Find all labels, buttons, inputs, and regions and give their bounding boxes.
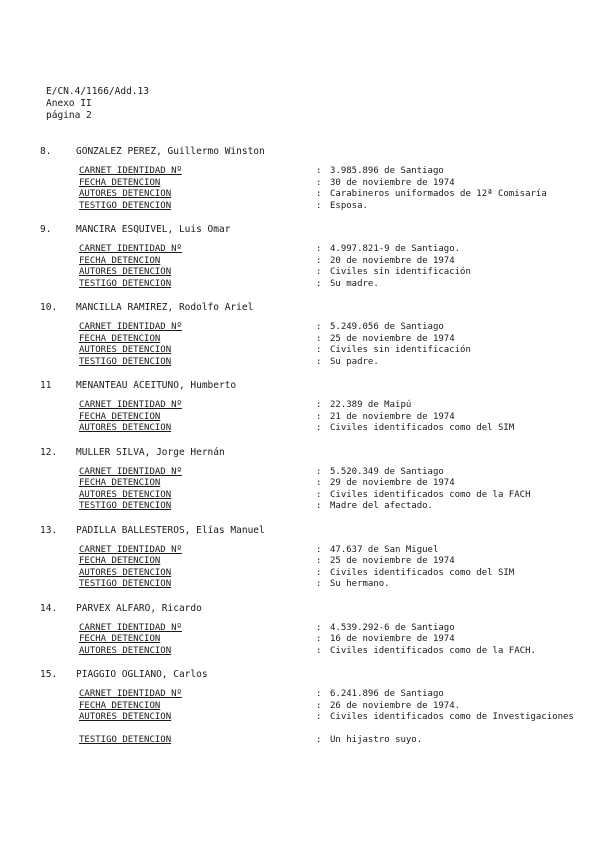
detail-colon: : xyxy=(316,244,322,254)
entry-title xyxy=(0,603,595,615)
detail-row xyxy=(0,267,595,279)
detail-colon: : xyxy=(316,489,322,500)
detail-value: 21 de noviembre de 1974 xyxy=(330,411,455,422)
detail-label: CARNET IDENTIDAD Nº xyxy=(79,400,182,410)
detail-row xyxy=(0,178,595,190)
detail-colon: : xyxy=(316,166,322,176)
detail-value: 4.539.292-6 de Santiago xyxy=(330,622,455,633)
detainee-name: PADILLA BALLESTEROS, Elías Manuel xyxy=(76,524,265,536)
detail-row xyxy=(0,256,595,268)
detainee-name: MANCILLA RAMIREZ, Rodolfo Ariel xyxy=(76,302,254,313)
detail-colon: : xyxy=(316,689,322,699)
detail-row xyxy=(0,345,595,357)
detail-row xyxy=(0,556,595,568)
detainee-entry xyxy=(0,447,595,513)
detail-colon: : xyxy=(316,556,322,566)
detail-value: Civiles identificados como del SIM xyxy=(330,567,515,578)
detail-row xyxy=(0,701,595,713)
detainee-entry xyxy=(0,669,595,747)
entry-number: 12. xyxy=(40,446,58,458)
detail-value: 30 de noviembre de 1974 xyxy=(330,177,455,188)
entry-number: 10. xyxy=(40,302,58,313)
detail-value: Su padre. xyxy=(330,356,379,367)
detail-colon: : xyxy=(316,255,322,266)
detail-label: FECHA DETENCION xyxy=(79,478,161,488)
detail-label: FECHA DETENCION xyxy=(79,411,161,422)
detail-label: TESTIGO DETENCION xyxy=(79,356,172,367)
detail-value: 16 de noviembre de 1974 xyxy=(330,634,455,644)
detail-colon: : xyxy=(316,712,322,722)
detail-row xyxy=(0,501,595,513)
detainee-name: MULLER SILVA, Jorge Hernán xyxy=(76,446,225,458)
detail-row xyxy=(0,623,595,635)
detail-label: AUTORES DETENCION xyxy=(79,423,172,433)
detail-value: Civiles identificados como de la FACH xyxy=(330,489,531,500)
entry-number: 9. xyxy=(40,224,52,235)
detail-label: TESTIGO DETENCION xyxy=(79,579,172,589)
detail-colon: : xyxy=(316,345,322,355)
detail-value: 47.637 de San Miguel xyxy=(330,544,439,555)
entry-title xyxy=(0,146,595,158)
entry-title xyxy=(0,447,595,459)
detail-colon: : xyxy=(316,333,322,344)
detail-value: 4.997.821-9 de Santiago. xyxy=(330,244,461,254)
detail-label: TESTIGO DETENCION xyxy=(79,278,172,289)
entries-list xyxy=(0,146,595,759)
detail-colon: : xyxy=(316,466,322,477)
detainee-name: PIAGGIO OGLIANO, Carlos xyxy=(76,669,208,680)
detail-colon: : xyxy=(316,567,322,578)
detail-label: CARNET IDENTIDAD Nº xyxy=(79,622,182,633)
detail-value: Su hermano. xyxy=(330,579,390,589)
detail-value: 5.249.056 de Santiago xyxy=(330,322,444,332)
detainee-name: MENANTEAU ACEITUNO, Humberto xyxy=(76,380,237,391)
detail-colon: : xyxy=(316,735,322,745)
detail-label: FECHA DETENCION xyxy=(79,556,161,566)
detainee-entry xyxy=(0,525,595,591)
detail-value: 20 de noviembre de 1974 xyxy=(330,255,455,266)
detail-row xyxy=(0,166,595,178)
detainee-entry xyxy=(0,380,595,435)
detail-label: FECHA DETENCION xyxy=(79,333,161,344)
detail-colon: : xyxy=(316,278,322,289)
detail-value: 6.241.896 de Santiago xyxy=(330,689,444,699)
detail-value: Civiles sin identificación xyxy=(330,345,471,355)
detail-value: Civiles identificados como de la FACH. xyxy=(330,645,536,656)
detail-row xyxy=(0,646,595,658)
detainee-entry xyxy=(0,224,595,290)
entry-title xyxy=(0,302,595,314)
detail-colon: : xyxy=(316,622,322,633)
detail-value: Civiles sin identificación xyxy=(330,267,471,277)
detail-value: 5.520.349 de Santiago xyxy=(330,466,444,477)
detail-value: Civiles identificados como de Investigaciones xyxy=(330,712,574,722)
detail-label: AUTORES DETENCION xyxy=(79,267,172,277)
detail-colon: : xyxy=(316,411,322,422)
detail-label: TESTIGO DETENCION xyxy=(79,501,172,511)
detail-row xyxy=(0,201,595,213)
detail-colon: : xyxy=(316,267,322,277)
detail-label: CARNET IDENTIDAD Nº xyxy=(79,166,182,176)
detail-label: AUTORES DETENCION xyxy=(79,489,172,500)
detail-row xyxy=(0,712,595,735)
detail-label: TESTIGO DETENCION xyxy=(79,735,172,745)
entry-number: 11 xyxy=(40,380,52,391)
entry-number: 13. xyxy=(40,524,58,536)
detail-colon: : xyxy=(316,189,322,199)
annex-label: Anexo II xyxy=(46,98,92,109)
detail-row xyxy=(0,568,595,580)
detail-label: AUTORES DETENCION xyxy=(79,345,172,355)
detail-row xyxy=(0,322,595,334)
detainee-entry xyxy=(0,302,595,368)
detail-label: CARNET IDENTIDAD Nº xyxy=(79,544,182,555)
detail-row xyxy=(0,357,595,369)
detail-colon: : xyxy=(316,501,322,511)
page-label: página 2 xyxy=(46,110,92,121)
detail-row xyxy=(0,400,595,412)
detail-value: 22.389 de Maipú xyxy=(330,400,412,410)
entry-title xyxy=(0,380,595,392)
detail-label: FECHA DETENCION xyxy=(79,634,161,644)
detail-value: 29 de noviembre de 1974 xyxy=(330,478,455,488)
detainee-entry xyxy=(0,603,595,658)
detail-row xyxy=(0,478,595,490)
detail-value: Un hijastro suyo. xyxy=(330,735,423,745)
detail-colon: : xyxy=(316,645,322,656)
detail-colon: : xyxy=(316,356,322,367)
detail-colon: : xyxy=(316,700,322,711)
document-header xyxy=(46,86,149,122)
detail-colon: : xyxy=(316,177,322,188)
detail-row xyxy=(0,545,595,557)
detail-colon: : xyxy=(316,400,322,410)
detail-row xyxy=(0,334,595,346)
detail-colon: : xyxy=(316,478,322,488)
detainee-name: GONZALEZ PEREZ, Guillermo Winston xyxy=(76,146,265,157)
detainee-name: MANCIRA ESQUIVEL, Luis Omar xyxy=(76,224,231,235)
detail-label: FECHA DETENCION xyxy=(79,177,161,188)
detail-colon: : xyxy=(316,579,322,589)
detail-label: FECHA DETENCION xyxy=(79,700,161,711)
detail-label: AUTORES DETENCION xyxy=(79,645,172,656)
document-symbol: E/CN.4/1166/Add.13 xyxy=(46,86,149,97)
detail-row xyxy=(0,244,595,256)
entry-number: 15. xyxy=(40,669,58,680)
detail-label: AUTORES DETENCION xyxy=(79,189,172,199)
detail-row xyxy=(0,490,595,502)
detail-colon: : xyxy=(316,544,322,555)
detail-value: Madre del afectado. xyxy=(330,501,433,511)
detail-colon: : xyxy=(316,322,322,332)
detail-colon: : xyxy=(316,634,322,644)
detail-label: CARNET IDENTIDAD Nº xyxy=(79,689,182,699)
detail-value: Civiles identificados como del SIM xyxy=(330,423,515,433)
detail-value: Esposa. xyxy=(330,200,368,211)
detail-row xyxy=(0,634,595,646)
detail-row xyxy=(0,423,595,435)
detail-value: 3.985.896 de Santiago xyxy=(330,166,444,176)
detail-value: 25 de noviembre de 1974 xyxy=(330,556,455,566)
detail-row xyxy=(0,412,595,424)
detail-label: CARNET IDENTIDAD Nº xyxy=(79,322,182,332)
entry-number: 14. xyxy=(40,602,58,614)
detail-label: AUTORES DETENCION xyxy=(79,567,172,578)
detail-value: 25 de noviembre de 1974 xyxy=(330,333,455,344)
detainee-entry xyxy=(0,146,595,212)
entry-title xyxy=(0,669,595,681)
detail-value: 26 de noviembre de 1974. xyxy=(330,700,461,711)
entry-title xyxy=(0,525,595,537)
detail-label: AUTORES DETENCION xyxy=(79,712,172,722)
entry-number: 8. xyxy=(40,146,52,157)
detail-label: TESTIGO DETENCION xyxy=(79,200,172,211)
detail-row xyxy=(0,467,595,479)
detail-row xyxy=(0,189,595,201)
detail-colon: : xyxy=(316,423,322,433)
detail-row xyxy=(0,579,595,591)
detail-row xyxy=(0,735,595,747)
detail-value: Su madre. xyxy=(330,278,379,289)
detail-label: CARNET IDENTIDAD Nº xyxy=(79,466,182,477)
detail-row xyxy=(0,689,595,701)
entry-title xyxy=(0,224,595,236)
detail-value: Carabineros uniformados de 12ª Comisaría xyxy=(330,189,547,199)
detainee-name: PARVEX ALFARO, Ricardo xyxy=(76,602,202,614)
detail-row xyxy=(0,279,595,291)
detail-label: CARNET IDENTIDAD Nº xyxy=(79,244,182,254)
detail-colon: : xyxy=(316,200,322,211)
detail-label: FECHA DETENCION xyxy=(79,255,161,266)
